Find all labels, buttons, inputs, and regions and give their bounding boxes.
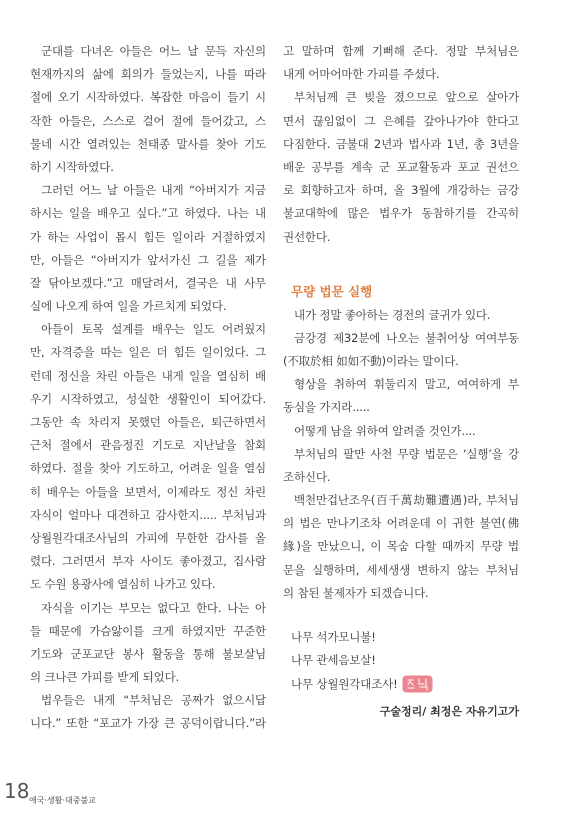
paragraph: [283, 420, 519, 443]
body-line: 들 때문에 가슴앓이를 크게 하였지만 꾸준한: [30, 623, 266, 638]
body-line: 내게 어마어마한 가피를 주셨다.: [283, 67, 440, 82]
body-line: 하였다. 절을 찾아 기도하고, 어려운 일을 열심: [30, 461, 266, 476]
body-line: 그동안 속 차리지 못했던 아들은, 퇴근하면서: [30, 415, 266, 429]
body-line: 의 참된 불제자가 되겠습니다.: [283, 585, 429, 600]
body-line: 도 수원 용광사에 열심히 나가고 있다.: [30, 577, 216, 592]
body-line: 부처님의 팔만 사천 무량 법문은 ‘실행’을 강: [294, 446, 519, 461]
body-line: 히 배우는 아들을 보면서, 이제라도 정신 차린: [30, 484, 266, 499]
paragraph: [30, 40, 266, 179]
body-line: 형상을 취하여 휘둘리지 말고, 여여하게 부: [294, 377, 519, 392]
paragraph: [30, 179, 266, 318]
body-line: 내가 정말 좋아하는 경전의 글귀가 있다.: [294, 307, 491, 322]
body-line: 만, 자격증을 따는 일은 더 힘든 일이었다. 그: [30, 345, 266, 360]
body-line: 작한 아들은, 스스로 걸어 절에 들어갔고, 스: [30, 113, 266, 128]
body-line: 자식이 얼마나 대견하고 감사한지..... 부처님과: [30, 507, 266, 522]
body-line: 백천만겁난조우(百千萬劫難遭遇)라, 부처님: [294, 493, 519, 508]
prayer-line: 나무 석가모니불!: [291, 630, 376, 645]
body-line: 로 회향하고자 하며, 올 3월에 개강하는 금강: [283, 183, 519, 198]
left-column: [30, 40, 266, 736]
body-line: 가 하는 사업이 몹시 힘든 일이라 거절하였지: [30, 229, 266, 244]
body-line: 문을 실행하며, 세세생생 변하지 않는 부처님: [283, 562, 519, 577]
body-line: 현재까지의 삶에 회의가 들었는지, 나를 따라: [30, 67, 266, 82]
body-line: 동심을 가지라.....: [283, 400, 370, 415]
body-line: 다짐한다. 금불대 2년과 법사과 1년, 총 3년을: [283, 136, 519, 151]
author-credit: 구술정리/ 최정은 자유기고가: [379, 705, 519, 718]
footer-slogan: 애국·생활·대중불교: [29, 796, 96, 805]
body-line: 권선한다.: [283, 229, 331, 244]
body-line: 니다.” 또한 “포교가 가장 큰 공덕이랍니다.”라: [30, 716, 266, 731]
paragraph: [30, 597, 266, 690]
body-line: (不取於相 如如不動)이라는 말이다.: [283, 353, 459, 368]
body-line: 하시는 일을 배우고 싶다.”고 하였다. 나는 내: [30, 206, 266, 221]
right-column-top: [283, 40, 519, 249]
body-line: 의 법은 만나기조차 어려운데 이 귀한 불연(佛: [283, 516, 519, 531]
body-line: 법우들은 내게 “부처님은 공짜가 없으시답: [41, 693, 266, 708]
paragraph: [283, 86, 519, 248]
body-line: 조하신다.: [283, 469, 331, 484]
paragraph: [283, 40, 519, 86]
seal-stamp: [402, 675, 433, 693]
body-line: 緣)을 만났으니, 이 목숨 다할 때까지 무량 법: [283, 539, 519, 554]
body-line: 고 말하며 함께 기뻐해 준다. 정말 부처님은: [283, 44, 519, 58]
body-line: 만, 아들은 “아버지가 앞서가신 그 길을 제가: [30, 252, 266, 267]
body-line: 군대를 다녀온 아들은 어느 날 문득 자신의: [41, 44, 266, 58]
body-line: 아들이 토목 설계를 배우는 일도 어려웠지: [41, 322, 266, 337]
paragraph: [283, 327, 519, 373]
prayer-line: 나무 관세음보살!: [291, 653, 376, 668]
paragraph: [30, 689, 266, 735]
seal-graphic: [402, 675, 433, 693]
body-line: 자식을 이기는 부모는 없다고 한다. 나는 아: [41, 600, 266, 615]
body-line: 금강경 제32분에 나오는 불취어상 여여부동: [294, 330, 519, 345]
paragraph: [283, 489, 519, 605]
body-line: 잘 닦아보겠다.”고 매달려서, 결국은 내 사무: [30, 275, 266, 290]
body-line: 절에 오기 시작하였다. 복잡한 마음이 들기 시: [30, 90, 266, 105]
paragraph: [283, 443, 519, 489]
paragraph: [283, 373, 519, 419]
body-line: 상월원각대조사님의 가피에 무한한 감사를 올: [30, 530, 266, 545]
body-line: 물네 시간 열려있는 천태종 말사를 찾아 기도: [30, 136, 266, 151]
body-line: 런데 정신을 차린 아들은 내게 일을 열심히 배: [30, 368, 266, 383]
body-line: 부처님께 큰 빚을 졌으므로 앞으로 살아가: [294, 90, 519, 105]
body-line: 그러던 어느 날 아들은 내게 “아버지가 지금: [41, 183, 266, 198]
body-line: 어떻게 남을 위하여 알려줄 것인가....: [294, 423, 476, 438]
page-number: 18: [4, 779, 30, 803]
body-line: 실에 나오게 하여 일을 가르치게 되었다.: [30, 299, 227, 314]
body-line: 의 크나큰 가피를 받게 되었다.: [30, 670, 180, 685]
body-line: 기도와 군포교단 봉사 활동을 통해 불보살님: [30, 646, 266, 661]
section-heading: 무량 법문 실행: [291, 284, 373, 300]
prayer-line: 나무 상월원각대조사!: [291, 676, 398, 691]
prayer-lines: [283, 626, 519, 696]
body-line: 근처 절에서 관음정진 기도로 지난날을 참회: [30, 438, 266, 453]
body-line: 면서 끊임없이 그 은혜를 갚아나가야 한다고: [283, 113, 519, 128]
body-line: 배운 공부를 계속 군 포교활동과 포교 권선으: [283, 159, 519, 174]
body-line: 불교대학에 많은 법우가 동참하기를 간곡히: [283, 206, 519, 221]
paragraph: [283, 304, 519, 327]
right-column-bottom: [283, 304, 519, 605]
paragraph: [30, 318, 266, 596]
body-line: 렸다. 그러면서 부자 사이도 좋아졌고, 집사람: [30, 554, 266, 569]
body-line: 하기 시작하였다.: [30, 159, 114, 174]
body-line: 우기 시작하였고, 성실한 생활인이 되어갔다.: [30, 391, 266, 406]
